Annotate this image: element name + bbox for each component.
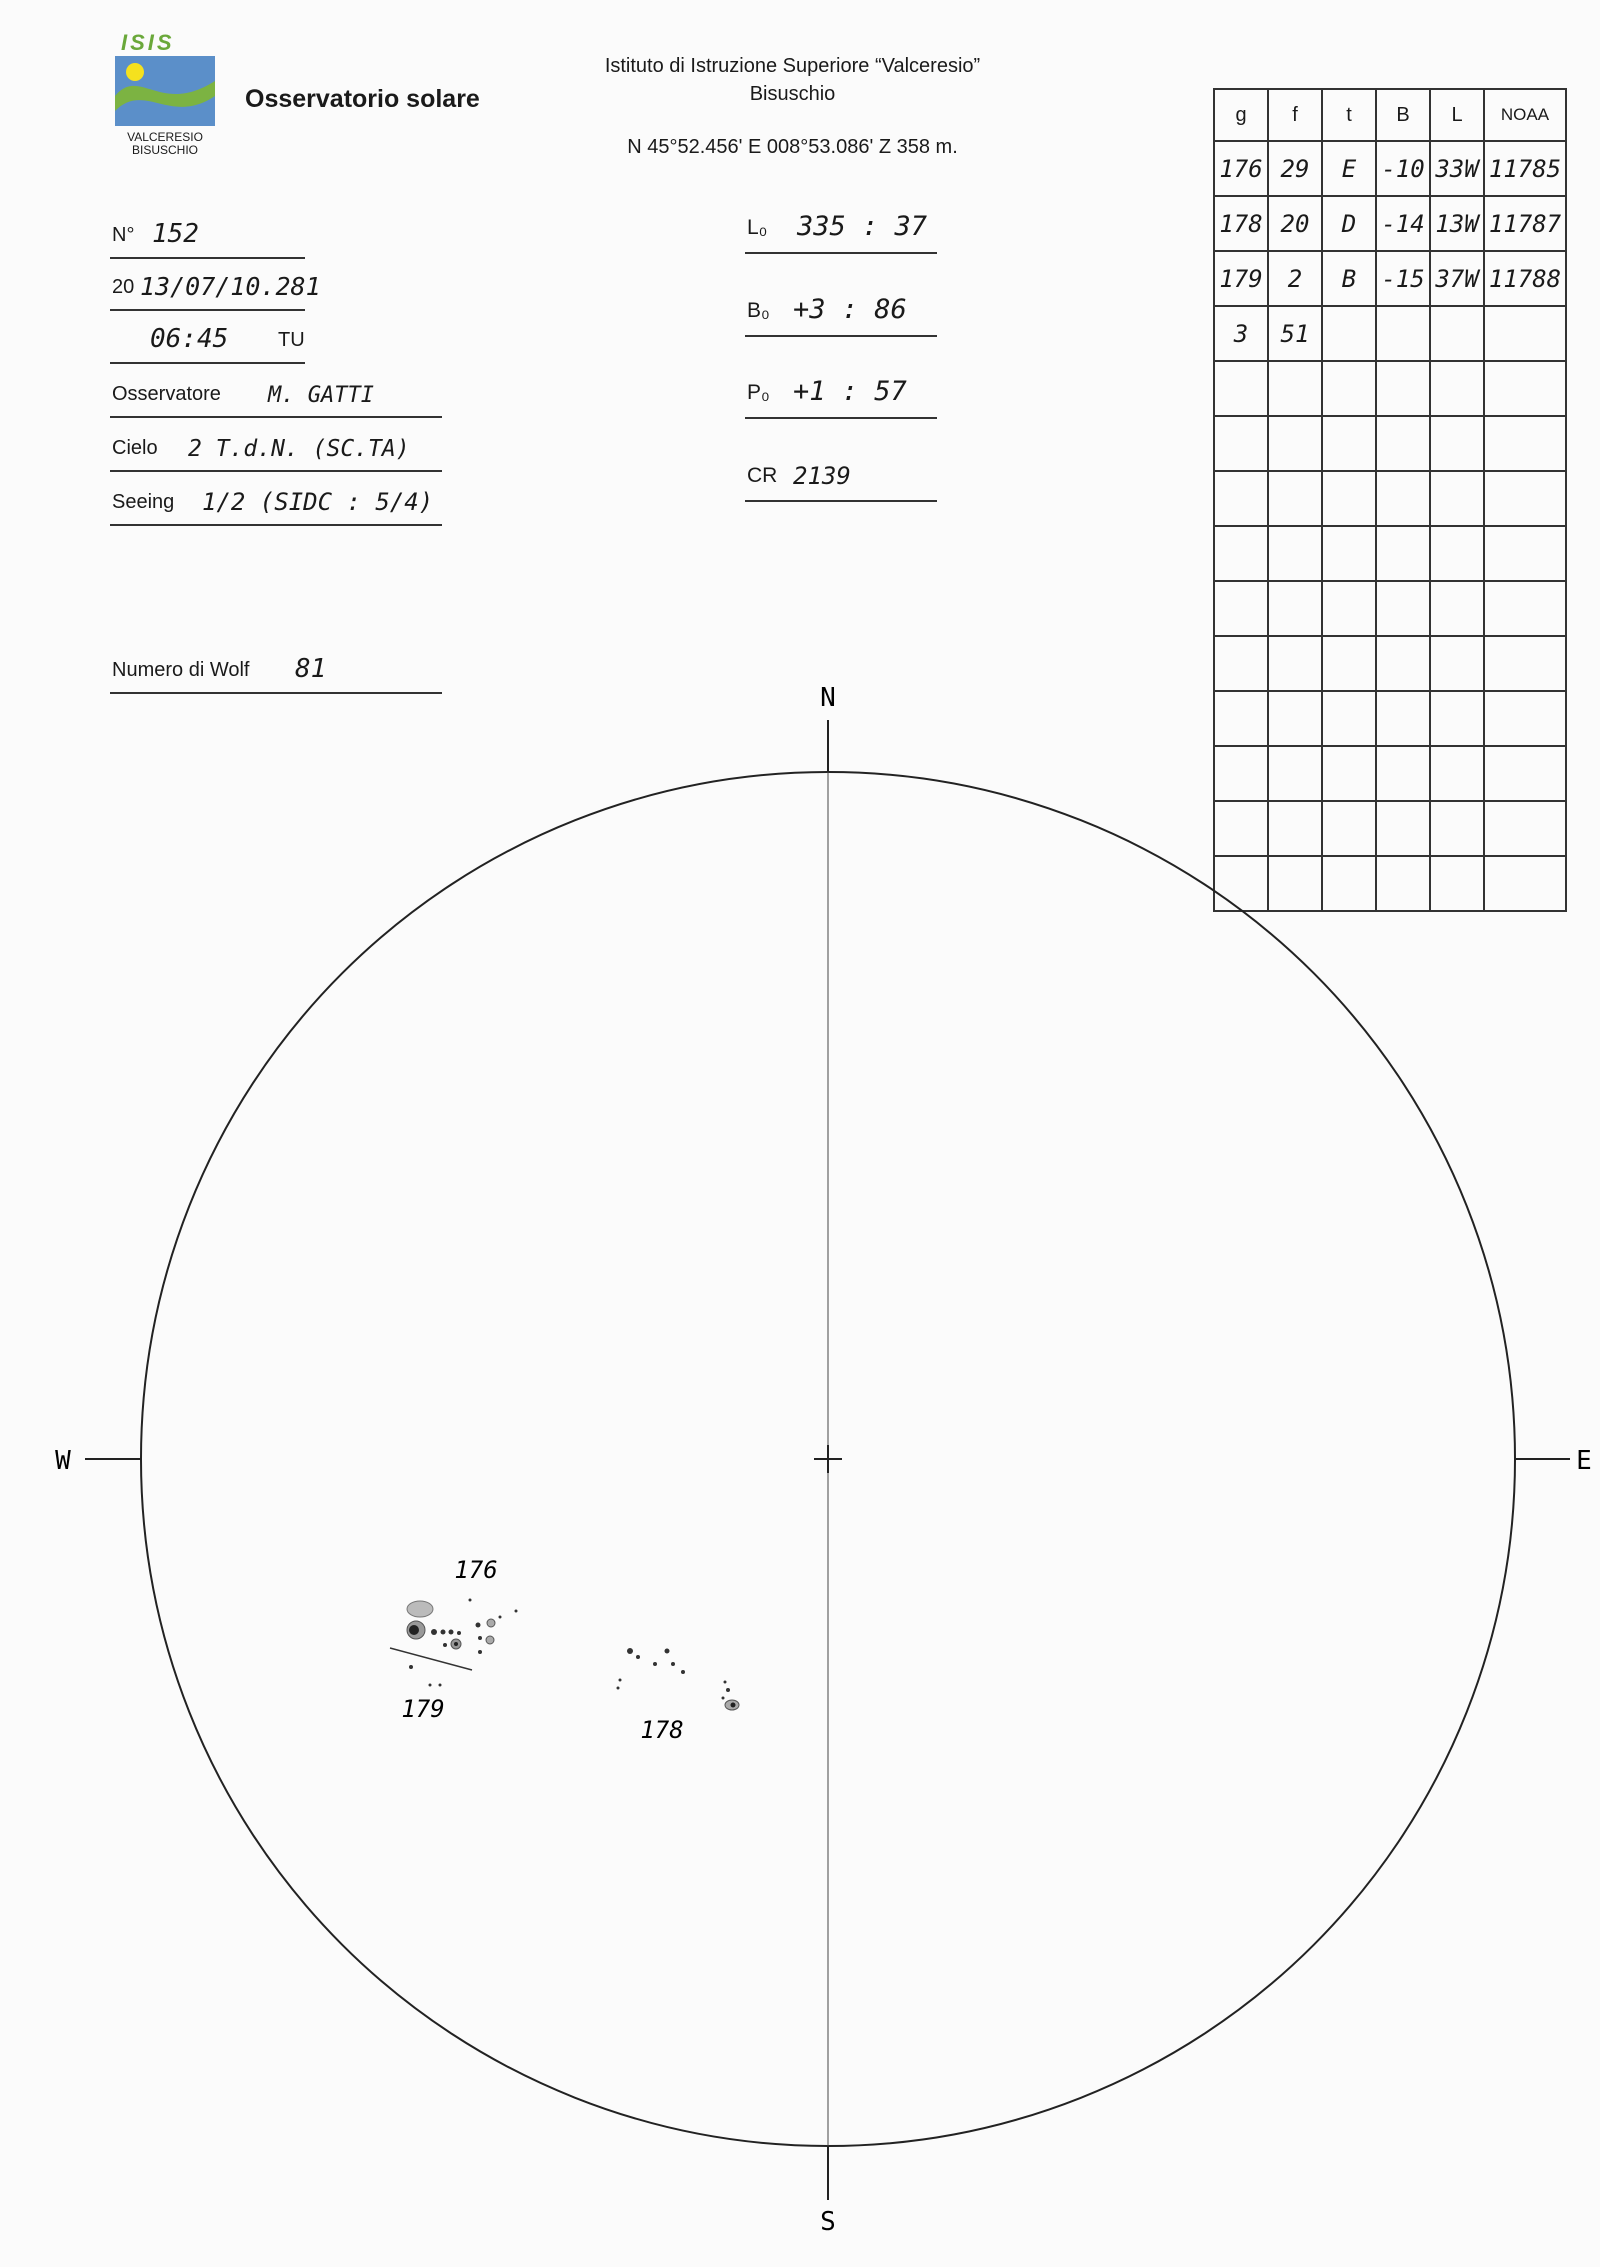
seeing-label: Seeing <box>112 491 175 513</box>
table-cell: D <box>1322 196 1376 251</box>
north-label: N <box>820 683 836 713</box>
col-header-spots: f <box>1268 89 1322 141</box>
table-cell: 11787 <box>1484 196 1566 251</box>
observer-value: M. GATTI <box>268 383 374 408</box>
wolf-number-label: Numero di Wolf <box>112 659 250 681</box>
b0-label: B₀ <box>747 299 770 322</box>
b0-value: +3 : 86 <box>793 294 907 325</box>
observatory-coordinates: N 45°52.456' E 008°53.086' Z 358 m. <box>627 136 958 158</box>
table-cell: 51 <box>1268 306 1322 361</box>
time-suffix: TU <box>278 329 305 351</box>
table-cell: 20 <box>1268 196 1322 251</box>
logo-caption-2: BISUSCHIO <box>131 143 198 157</box>
institute-town: Bisuschio <box>749 83 836 105</box>
carrington-label: CR <box>747 464 778 487</box>
col-header-type: t <box>1322 89 1376 141</box>
table-cell: 13W <box>1430 196 1484 251</box>
table-cell: 176 <box>1214 141 1268 196</box>
time-value: 06:45 <box>150 324 229 354</box>
group-176-label: 176 <box>454 1556 498 1584</box>
east-label: E <box>1576 1446 1592 1476</box>
date-value: 13/07/10.281 <box>140 272 321 301</box>
table-cell: E <box>1322 141 1376 196</box>
l0-value: 335 : 37 <box>797 211 928 242</box>
table-cell: 33W <box>1430 141 1484 196</box>
col-header-latitude: B <box>1376 89 1430 141</box>
sky-label: Cielo <box>112 437 158 459</box>
observer-label: Osservatore <box>112 383 221 405</box>
date-prefix: 20 <box>112 276 135 298</box>
l0-label: L₀ <box>747 216 768 239</box>
institute-name: Istituto di Istruzione Superiore “Valceresio” <box>604 55 981 77</box>
col-header-noaa: NOAA <box>1484 89 1566 141</box>
p0-label: P₀ <box>747 381 770 404</box>
table-cell: B <box>1322 251 1376 306</box>
table-cell: 2 <box>1268 251 1322 306</box>
col-header-group: g <box>1214 89 1268 141</box>
table-cell: -10 <box>1376 141 1430 196</box>
group-178-spots <box>617 1648 740 1710</box>
south-label: S <box>820 2207 836 2237</box>
report-number-value: 152 <box>152 219 199 249</box>
group-179-label: 179 <box>401 1695 445 1723</box>
wolf-number-value: 81 <box>295 654 327 684</box>
group-178-label: 178 <box>640 1716 684 1744</box>
report-number-label: N° <box>112 224 135 246</box>
table-cell: 178 <box>1214 196 1268 251</box>
group-179-spots <box>409 1665 442 1687</box>
observatory-title: Osservatorio solare <box>245 85 480 113</box>
table-cell: -15 <box>1376 251 1430 306</box>
table-cell: 179 <box>1214 251 1268 306</box>
carrington-value: 2139 <box>793 462 851 490</box>
col-header-longitude: L <box>1430 89 1484 141</box>
table-cell: 37W <box>1430 251 1484 306</box>
sky-value: 2 T.d.N. (SC.TA) <box>188 436 410 462</box>
seeing-value: 1/2 (SIDC : 5/4) <box>202 488 434 516</box>
table-cell: 3 <box>1214 306 1268 361</box>
table-cell: 11788 <box>1484 251 1566 306</box>
west-label: W <box>55 1446 71 1476</box>
group-176-spots <box>407 1599 518 1655</box>
table-cell: 29 <box>1268 141 1322 196</box>
p0-value: +1 : 57 <box>793 376 907 407</box>
logo-caption-1: VALCERESIO <box>127 130 203 144</box>
table-cell: -14 <box>1376 196 1430 251</box>
logo-wordmark: ISIS <box>121 30 175 55</box>
table-cell: 11785 <box>1484 141 1566 196</box>
group-separator-line <box>390 1648 472 1670</box>
